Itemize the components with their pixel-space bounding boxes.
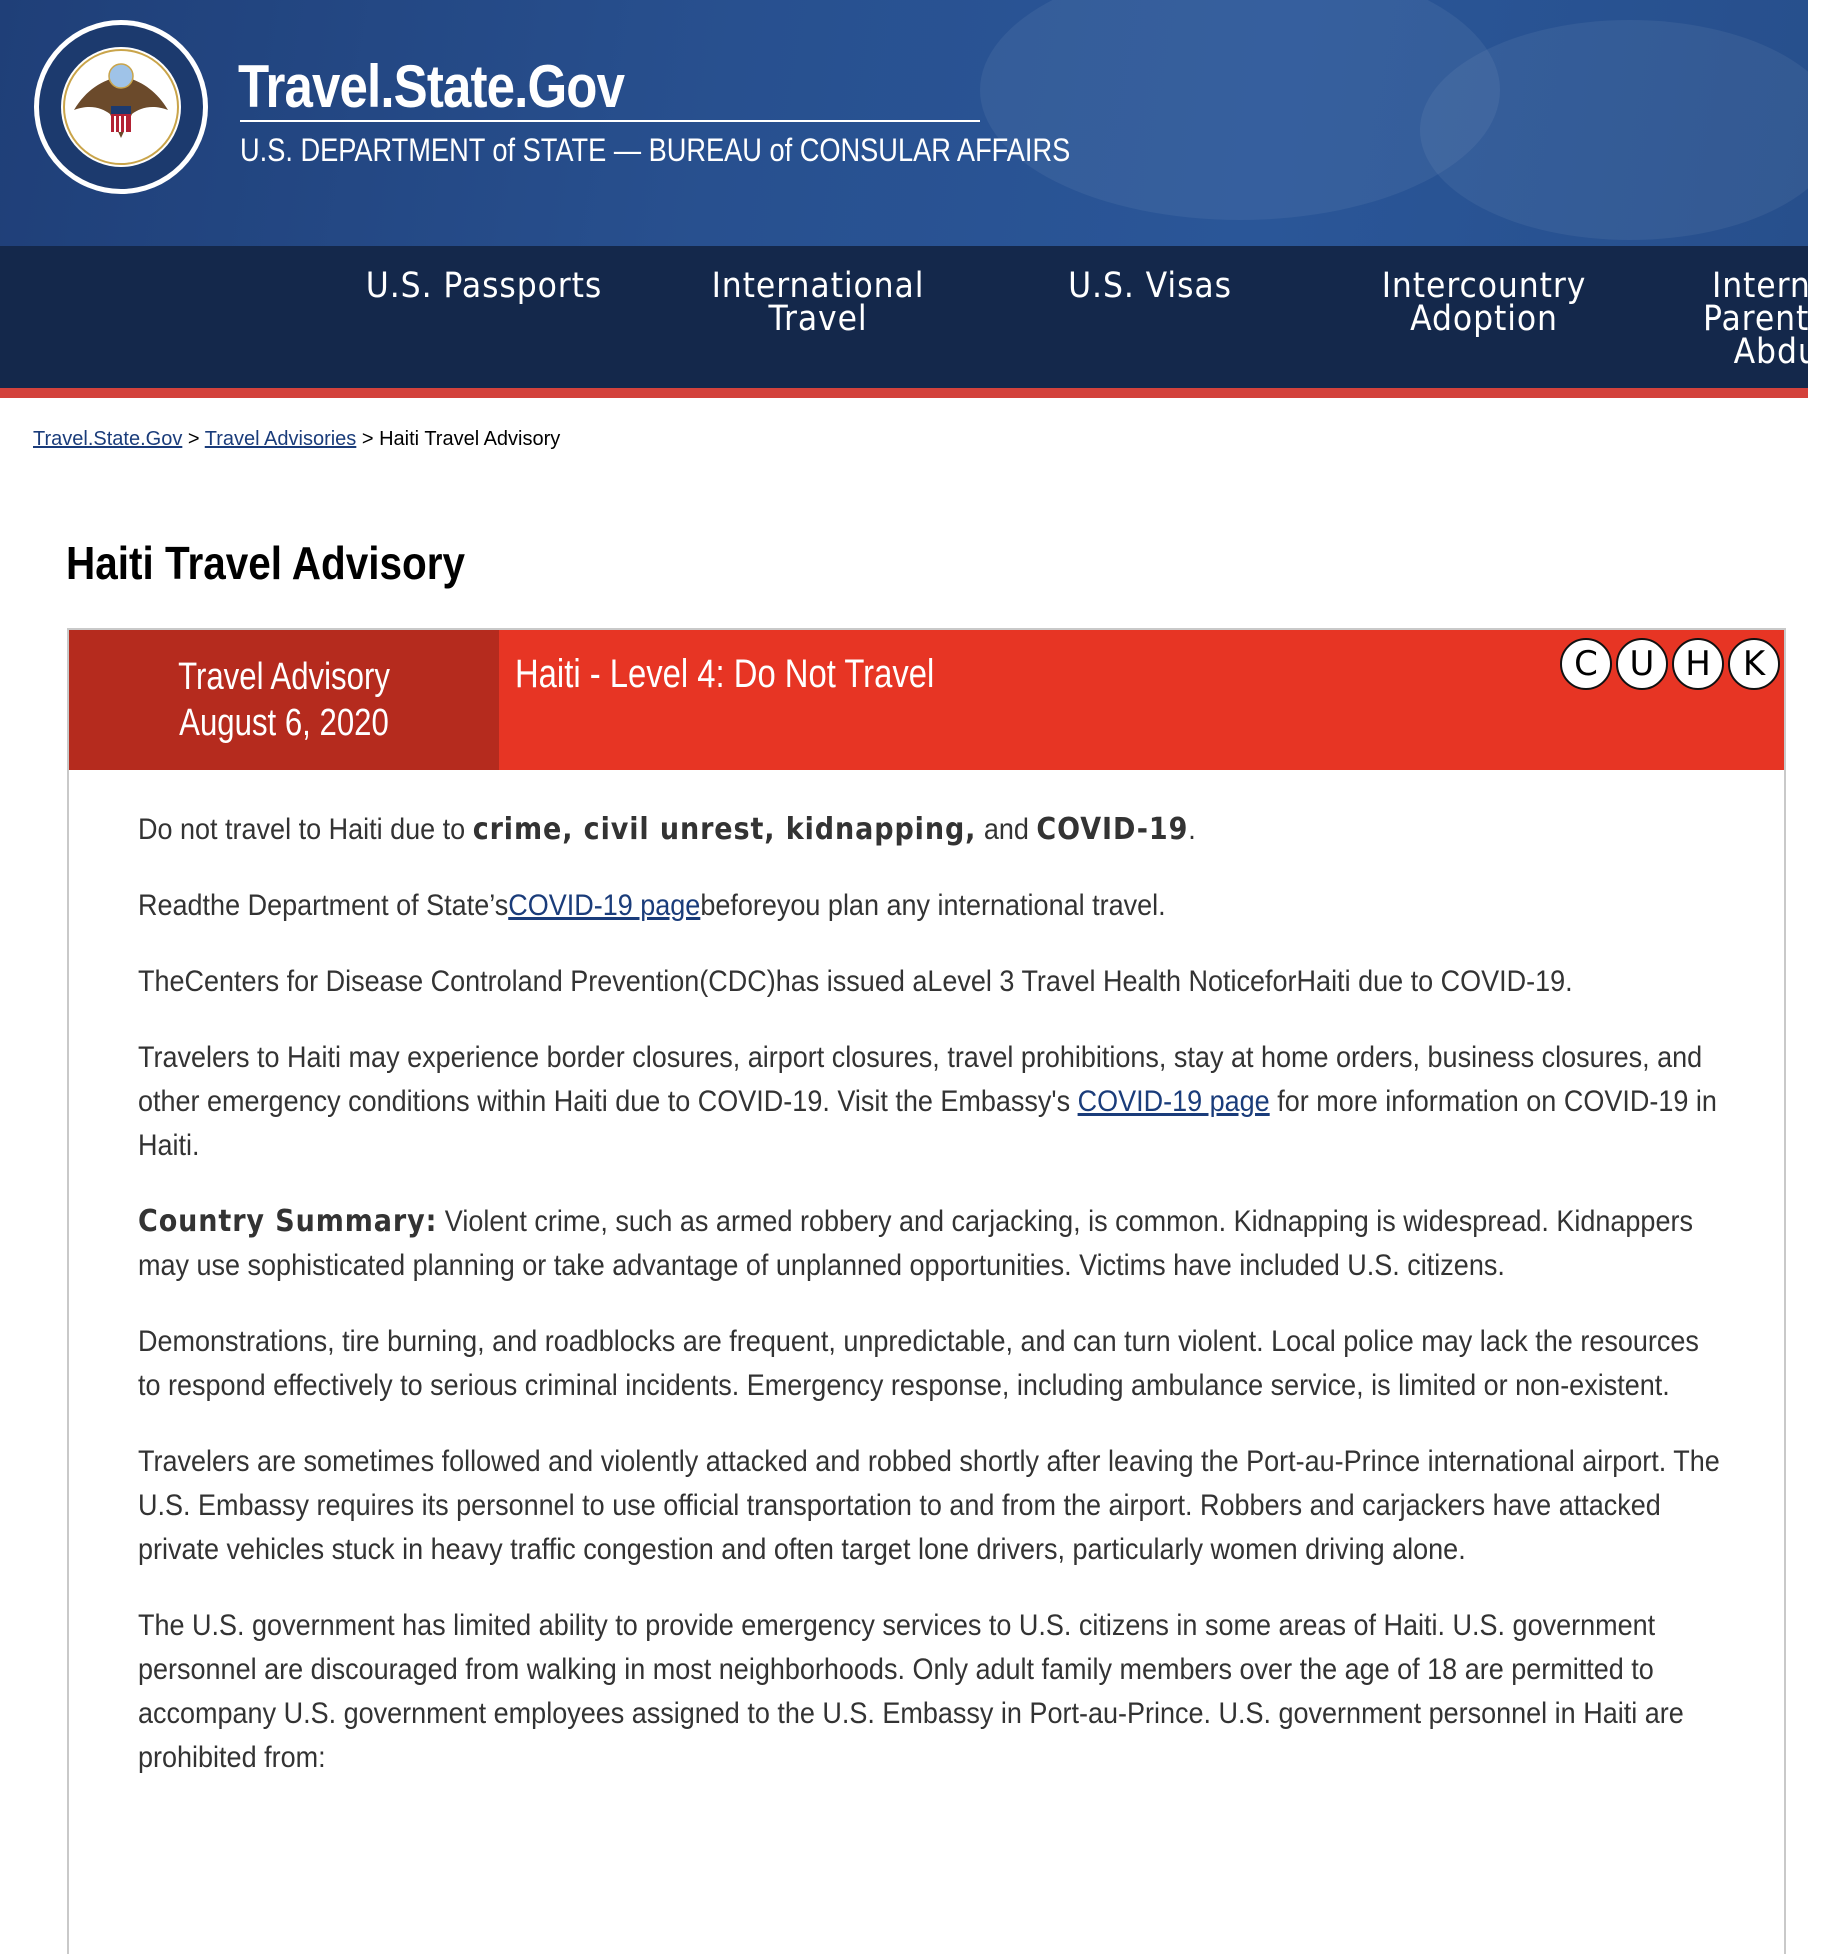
dos-covid-page-link[interactable]: COVID-19 page xyxy=(508,889,701,922)
advisory-date-box xyxy=(69,630,499,770)
advisory-paragraph xyxy=(138,1036,1726,1168)
nav-item-international-travel[interactable] xyxy=(694,266,942,339)
breadcrumb-current: Haiti Travel Advisory xyxy=(379,428,561,450)
text: beforeyou plan any international travel. xyxy=(700,889,1166,922)
map-background-shape xyxy=(980,0,1500,220)
embassy-covid-page-link[interactable]: COVID-19 page xyxy=(1077,1085,1270,1118)
nav-accent-rule xyxy=(0,388,1808,398)
nav-item-international-parental-abduction[interactable] xyxy=(1694,266,1819,372)
travel-advisory-panel xyxy=(67,628,1786,1954)
breadcrumb xyxy=(33,428,560,451)
department-of-state-seal-icon[interactable] xyxy=(32,18,210,196)
text: Do not travel to Haiti due to xyxy=(138,813,473,846)
advisory-level-box xyxy=(499,630,1784,770)
breadcrumb-home-link[interactable]: Travel.State.Gov xyxy=(33,428,183,450)
country-summary-paragraph xyxy=(138,1200,1726,1288)
advisory-paragraph: Demonstrations, tire burning, and roadblocks are frequent, unpredictable, and can turn violent. Local police may lack the resources to respond effectively to serious criminal incidents. Emergency response, including ambulance service, is limited or non-existent. xyxy=(138,1325,1699,1402)
nav-item-us-passports[interactable] xyxy=(365,266,603,306)
advisory-body xyxy=(138,808,1728,1812)
advisory-paragraph: The U.S. government has limited ability to provide emergency services to U.S. citizens in some areas of Haiti. U.S. government personnel are discouraged from walking in most neighborhoods. Only adult family members over the age of 18 are permitted to accompany U.S. government employees assigned to the U.S. Embassy in Port-au-Prince. U.S. government personnel in Haiti are prohibited from: xyxy=(138,1609,1684,1774)
site-subtitle: U.S. DEPARTMENT of STATE — BUREAU of CONSULAR AFFAIRS xyxy=(240,132,1071,168)
text: and xyxy=(976,813,1037,846)
nav-item-label: Intercountry xyxy=(1381,266,1587,306)
nav-item-label: U.S. Visas xyxy=(1068,266,1232,306)
nav-item-label: Parent xyxy=(1703,299,1810,339)
advisory-paragraph: Travelers are sometimes followed and violently attacked and robbed shortly after leaving the Port-au-Prince international airport. The U.S. Embassy requires its personnel to use official transportation to and from the airport. Robbers and carjackers have attacked private vehicles stuck in heavy traffic congestion and often target lone drivers, particularly women driving alone. xyxy=(138,1445,1720,1566)
advisory-paragraph xyxy=(138,884,1726,928)
risk-covid: COVID-19 xyxy=(1036,812,1189,847)
advisory-date: August 6, 2020 xyxy=(179,702,389,744)
text: Travelers to Haiti may experience border closures, airport closures, travel prohibitions, stay at home orders, business closures, and other emergency conditions within Haiti due to COVID-19. Visit the Embassy's xyxy=(138,1041,1703,1118)
advisory-level: Haiti - Level 4: Do Not Travel xyxy=(515,652,935,696)
nav-item-label: Abdu xyxy=(1733,332,1819,372)
risk-indicator-crime[interactable]: C xyxy=(1560,638,1612,690)
risk-indicator-civil-unrest[interactable]: U xyxy=(1616,638,1668,690)
advisory-paragraph xyxy=(138,808,1726,852)
risk-list: crime, civil unrest, kidnapping, xyxy=(472,812,977,847)
nav-item-label: U.S. Passports xyxy=(365,266,603,306)
risk-indicators xyxy=(1560,638,1780,690)
risk-indicator-kidnapping[interactable]: K xyxy=(1728,638,1780,690)
map-background-shape xyxy=(1420,20,1840,240)
main-navigation xyxy=(0,246,1819,388)
text: for more information on COVID-19 in Haiti. xyxy=(138,1085,1717,1162)
nav-item-label: Travel xyxy=(768,299,868,339)
breadcrumb-travel-advisories-link[interactable]: Travel Advisories xyxy=(204,428,357,450)
nav-item-us-visas[interactable] xyxy=(1051,266,1249,306)
site-banner xyxy=(0,0,1808,246)
breadcrumb-separator: > xyxy=(356,428,380,450)
site-title[interactable]: Travel.State.Gov xyxy=(238,53,625,120)
title-divider xyxy=(240,120,980,122)
text: Violent crime, such as armed robbery and carjacking, is common. Kidnapping is widespread. Kidnappers may use sophisticated planning or take advantage of unplanned opportunities. Victims have included U.S. citizens. xyxy=(138,1205,1693,1282)
text: . xyxy=(1188,813,1196,846)
nav-item-label: Adoption xyxy=(1410,299,1558,339)
nav-item-label: Intern xyxy=(1712,266,1811,306)
advisory-label: Travel Advisory xyxy=(178,656,390,698)
country-summary-label: Country Summary: xyxy=(138,1204,438,1239)
nav-item-intercountry-adoption[interactable] xyxy=(1358,266,1610,339)
advisory-paragraph: TheCenters for Disease Controland Prevention(CDC)has issued aLevel 3 Travel Health NoticeforHaiti due to COVID-19. xyxy=(138,965,1573,998)
risk-indicator-health[interactable]: H xyxy=(1672,638,1724,690)
page-title: Haiti Travel Advisory xyxy=(66,537,465,589)
nav-item-label: International xyxy=(711,266,925,306)
breadcrumb-separator: > xyxy=(182,428,205,450)
text: Readthe Department of State’s xyxy=(138,889,509,922)
